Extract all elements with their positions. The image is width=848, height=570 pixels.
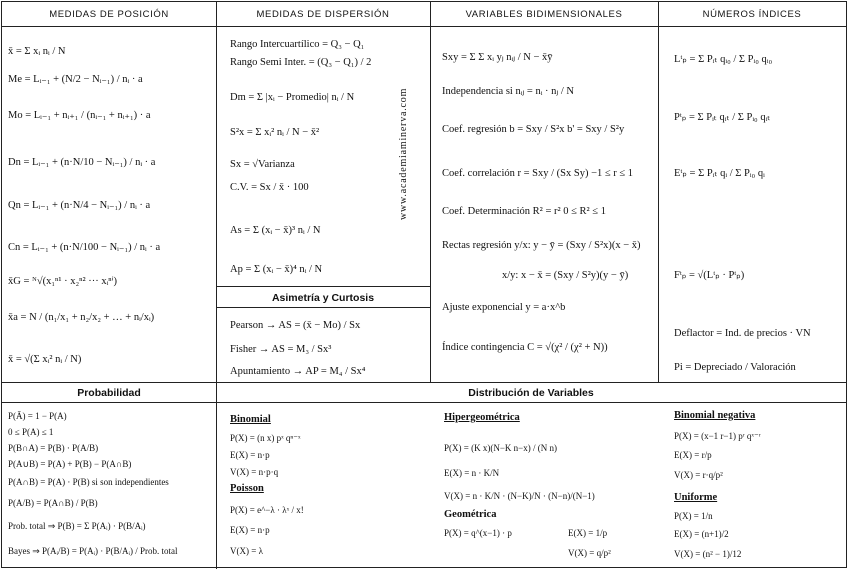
asimetria-divider: [216, 286, 430, 287]
formula-coef-variacion: C.V. = Sx / x̄ · 100: [230, 182, 309, 193]
prob-independientes: P(A∩B) = P(A) · P(B) si son independientes: [8, 477, 169, 487]
prob-condicionada: P(A/B) = P(A∩B) / P(B): [8, 498, 98, 508]
header-distribucion: Distribución de Variables: [468, 387, 594, 399]
formula-rango-semi: Rango Semi Inter. = (Q₃ − Q₁) / 2: [230, 57, 372, 68]
column-divider-3: [658, 2, 659, 382]
formula-ajuste-exponencial: Ajuste exponencial y = a·x^b: [442, 302, 566, 313]
dist-binomial-e: E(X) = n·p: [230, 450, 270, 460]
asimetria-header-divider: [216, 307, 430, 308]
header-probabilidad: Probabilidad: [77, 387, 141, 399]
dist-geometrica-e: E(X) = 1/p: [568, 528, 608, 538]
bottom-section-divider: [2, 382, 846, 383]
dist-binomial-v: V(X) = n·p·q: [230, 467, 279, 477]
dist-hipergeometrica-title: Hipergeométrica: [444, 412, 520, 423]
formula-covarianza: Sxy = Σ Σ xᵢ yⱼ nᵢⱼ / N − x̄ȳ: [442, 52, 553, 63]
formula-centiles: Cn = Lᵢ₋₁ + (n·N/100 − Nᵢ₋₁) / nᵢ · a: [8, 242, 161, 253]
dist-geometrica-v: V(X) = q/p²: [568, 548, 611, 558]
dist-binomial-negativa-e: E(X) = r/p: [674, 450, 712, 460]
dist-uniforme-v: V(X) = (n² − 1)/12: [674, 549, 742, 559]
prob-complementario: P(Ā) = 1 − P(A): [8, 411, 67, 421]
header-posicion: MEDIDAS DE POSICIÓN: [49, 9, 169, 20]
dist-poisson-p: P(X) = e^−λ · λˣ / x!: [230, 505, 304, 515]
dist-binomial-negativa-p: P(X) = (x−1 r−1) pʳ qˣ⁻ʳ: [674, 431, 761, 441]
prob-total: Prob. total ⇒ P(B) = Σ P(Aᵢ) · P(B/Aᵢ): [8, 521, 146, 531]
formula-sheet: [1, 1, 847, 568]
formula-moda: Mo = Lᵢ₋₁ + nᵢ₊₁ / (nᵢ₋₁ + nᵢ₊₁) · a: [8, 110, 151, 121]
dist-uniforme-e: E(X) = (n+1)/2: [674, 529, 729, 539]
dist-binomial-title: Binomial: [230, 414, 271, 425]
dist-binomial-negativa-title: Binomial negativa: [674, 410, 756, 421]
formula-fisher-indice: Fᵗₚ = √(Lᵗₚ · Pᵗₚ): [674, 270, 745, 281]
prob-bayes: Bayes ⇒ P(Aᵢ/B) = P(Aᵢ) · P(B/Aᵢ) / Prob. total: [8, 546, 178, 556]
formula-coef-determinacion: Coef. Determinación R² = r² 0 ≤ R² ≤ 1: [442, 206, 606, 217]
dist-hipergeometrica-v: V(X) = n · K/N · (N−K)/N · (N−n)/(N−1): [444, 491, 595, 501]
prob-rango: 0 ≤ P(A) ≤ 1: [8, 427, 54, 437]
header-asimetria: Asimetría y Curtosis: [271, 292, 375, 304]
dist-hipergeometrica-e: E(X) = n · K/N: [444, 468, 500, 478]
formula-media-geometrica: x̄G = ᴺ√(x₁ⁿ¹ · x₂ⁿ² ··· xᵢⁿⁱ): [8, 276, 117, 287]
formula-independencia: Independencia si nᵢⱼ = nᵢ · nⱼ / N: [442, 86, 574, 97]
formula-rango-intercuartilico: Rango Intercuartílico = Q₃ − Q₁: [230, 39, 365, 50]
header-divider: [2, 26, 846, 27]
formula-coef-correlacion: Coef. correlación r = Sxy / (Sx Sy) −1 ≤ r ≤ 1: [442, 168, 634, 179]
dist-geometrica-p: P(X) = q^(x−1) · p: [444, 528, 512, 538]
formula-cuartiles: Qn = Lᵢ₋₁ + (n·N/4 − Nᵢ₋₁) / nᵢ · a: [8, 200, 151, 211]
column-divider-2: [430, 2, 431, 382]
header-indices: NÚMEROS ÍNDICES: [702, 9, 802, 20]
prob-union: P(A∪B) = P(A) + P(B) − P(A∩B): [8, 459, 132, 469]
dist-binomial-negativa-v: V(X) = r·q/p²: [674, 470, 723, 480]
formula-pearson: Pearson → AS = (x̄ − Mo) / Sx: [230, 320, 361, 331]
formula-desviacion-media: Dm = Σ |xᵢ − Promedio| nᵢ / N: [230, 92, 355, 103]
header-bidimensionales: VARIABLES BIDIMENSIONALES: [465, 9, 623, 20]
formula-momento-4: Ap = Σ (xᵢ − x̄)⁴ nᵢ / N: [230, 264, 323, 275]
formula-depreciacion: Pi = Depreciado / Valoración: [674, 362, 796, 373]
formula-recta-xy: x/y: x − x̄ = (Sxy / S²y)(y − ȳ): [502, 270, 629, 281]
formula-deflactor: Deflactor = Ind. de precios · VN: [674, 328, 811, 339]
dist-poisson-title: Poisson: [230, 483, 264, 494]
dist-uniforme-p: P(X) = 1/n: [674, 511, 713, 521]
dist-binomial-p: P(X) = (n x) pˣ qⁿ⁻ˣ: [230, 433, 301, 443]
formula-desviacion-tipica: Sx = √Varianza: [230, 159, 295, 170]
formula-indice-contingencia: Índice contingencia C = √(χ² / (χ² + N)): [442, 342, 608, 353]
watermark-url: www.academiaminerva.com: [398, 87, 409, 221]
prob-interseccion: P(B∩A) = P(B) · P(A/B): [8, 443, 99, 453]
formula-momento-3: As = Σ (xᵢ − x̄)³ nᵢ / N: [230, 225, 321, 236]
bottom-header-divider: [2, 402, 846, 403]
formula-media-cuadratica: x̄ = √(Σ xᵢ² nᵢ / N): [8, 354, 82, 365]
formula-apuntamiento: Apuntamiento → AP = M₄ / Sx⁴: [230, 366, 366, 377]
formula-edgeworth: Eᵗₚ = Σ Pᵢₜ qᵢ / Σ Pᵢ₀ qᵢ: [674, 168, 765, 179]
formula-coef-regresion: Coef. regresión b = Sxy / S²x b' = Sxy / S²y: [442, 124, 625, 135]
formula-recta-yx: Rectas regresión y/x: y − ȳ = (Sxy / S²x)(x − x̄): [442, 240, 641, 251]
formula-laspeyres: Lᵗₚ = Σ Pᵢₜ qᵢ₀ / Σ Pᵢ₀ qᵢ₀: [674, 54, 773, 65]
formula-mediana: Me = Lᵢ₋₁ + (N/2 − Nᵢ₋₁) / nᵢ · a: [8, 74, 143, 85]
dist-poisson-v: V(X) = λ: [230, 546, 263, 556]
formula-media-armonica: x̄a = N / (n₁/x₁ + n₂/x₂ + … + nᵢ/xᵢ): [8, 312, 155, 323]
formula-paasche: Pᵗₚ = Σ Pᵢₜ qᵢₜ / Σ Pᵢ₀ qᵢₜ: [674, 112, 771, 123]
dist-poisson-e: E(X) = n·p: [230, 525, 270, 535]
dist-hipergeometrica-p: P(X) = (K x)(N−K n−x) / (N n): [444, 443, 557, 453]
formula-fisher: Fisher → AS = M₃ / Sx³: [230, 344, 332, 355]
formula-deciles: Dn = Lᵢ₋₁ + (n·N/10 − Nᵢ₋₁) / nᵢ · a: [8, 157, 156, 168]
dist-geometrica-title: Geométrica: [444, 509, 497, 520]
header-dispersion: MEDIDAS DE DISPERSIÓN: [256, 9, 390, 20]
dist-uniforme-title: Uniforme: [674, 492, 718, 503]
formula-media: x̄ = Σ xᵢ nᵢ / N: [8, 46, 66, 57]
formula-varianza: S²x = Σ xᵢ² nᵢ / N − x̄²: [230, 127, 320, 138]
